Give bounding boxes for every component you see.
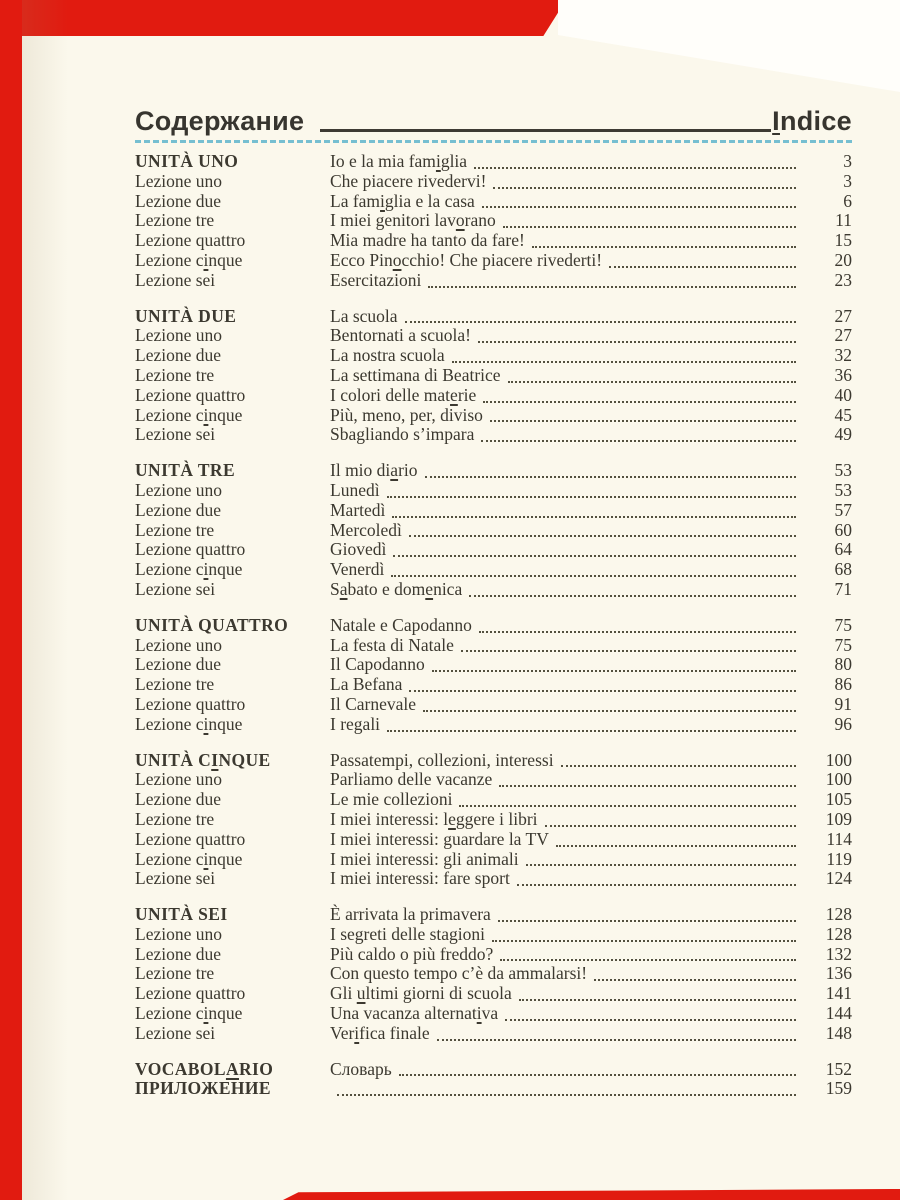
toc-row xyxy=(135,386,852,406)
lesson-label: Lezione cinque xyxy=(135,1003,243,1024)
lesson-label: Lezione quattro xyxy=(135,983,246,1004)
page-number: 80 xyxy=(834,654,852,675)
entry-title: Il Capodanno xyxy=(330,654,425,675)
page-number: 53 xyxy=(834,460,852,481)
lesson-label: Lezione tre xyxy=(135,519,215,540)
page-number: 114 xyxy=(826,828,852,849)
lesson-label: Lezione sei xyxy=(135,424,216,445)
toc-row xyxy=(135,655,852,675)
page-number: 86 xyxy=(834,674,852,695)
entry-title: Che piacere rivedervi! xyxy=(330,170,487,191)
page-number: 3 xyxy=(843,170,852,191)
book-cover-edge-left xyxy=(0,0,22,1200)
page-number: 105 xyxy=(825,789,852,810)
dot-leader xyxy=(392,515,796,518)
lesson-label: Lezione sei xyxy=(135,269,216,290)
dot-leader xyxy=(481,439,796,442)
entry-title: Gli ultimi giorni di scuola xyxy=(330,983,512,1004)
dot-leader xyxy=(399,1073,796,1076)
lesson-label: Lezione tre xyxy=(135,963,215,984)
entry-title: Lunedì xyxy=(330,479,380,500)
toc-row xyxy=(135,984,852,1004)
toc-row xyxy=(135,770,852,790)
dot-leader xyxy=(503,225,796,228)
dot-leader xyxy=(393,554,796,557)
dot-leader xyxy=(498,919,796,922)
page-gutter-shadow xyxy=(22,0,68,1200)
entry-title: I regali xyxy=(330,713,381,734)
entry-title: Ecco Pinocchio! Che piacere rivederti! xyxy=(330,249,603,270)
page-number: 91 xyxy=(834,693,852,714)
lesson-label: Lezione uno xyxy=(135,479,222,500)
page-number: 32 xyxy=(834,345,852,366)
toc-row xyxy=(135,307,852,327)
page-number: 11 xyxy=(835,210,852,231)
lesson-label: Lezione quattro xyxy=(135,693,246,714)
toc-row xyxy=(135,751,852,771)
lesson-label: Lezione due xyxy=(135,345,221,366)
page-number: 96 xyxy=(834,713,852,734)
lesson-label: Lezione uno xyxy=(135,634,222,655)
page-number: 15 xyxy=(834,230,852,251)
toc-row xyxy=(135,945,852,965)
lesson-label: Lezione cinque xyxy=(135,848,243,869)
lesson-label: Lezione due xyxy=(135,499,221,520)
entry-title: La scuola xyxy=(330,305,398,326)
page-number: 75 xyxy=(834,634,852,655)
dot-leader xyxy=(461,649,796,652)
entry-title: Più, meno, per, diviso xyxy=(330,404,483,425)
unit-label: UNITÀ SEI xyxy=(135,904,228,925)
toc-row xyxy=(135,715,852,735)
page-number: 60 xyxy=(834,519,852,540)
dot-leader xyxy=(490,419,796,422)
toc-row xyxy=(135,172,852,192)
toc-row xyxy=(135,251,852,271)
toc-row xyxy=(135,636,852,656)
toc-row xyxy=(135,152,852,172)
dot-leader xyxy=(387,729,796,732)
dashed-divider xyxy=(135,140,852,143)
entry-title: La nostra scuola xyxy=(330,345,445,366)
toc-section xyxy=(135,751,852,890)
page-number: 132 xyxy=(825,943,852,964)
dot-leader xyxy=(409,689,796,692)
lesson-label: Lezione tre xyxy=(135,674,215,695)
dot-leader xyxy=(482,205,796,208)
dot-leader xyxy=(459,804,796,807)
toc-row xyxy=(135,1004,852,1024)
lesson-label: Lezione due xyxy=(135,654,221,675)
dot-leader xyxy=(500,958,796,961)
entry-title: Natale e Capodanno xyxy=(330,614,472,635)
dot-leader xyxy=(519,998,796,1001)
dot-leader xyxy=(478,340,796,343)
dot-leader xyxy=(405,320,796,323)
toc-row xyxy=(135,425,852,445)
entry-title: I miei interessi: leggere i libri xyxy=(330,808,538,829)
dot-leader xyxy=(609,265,796,268)
dot-leader xyxy=(493,186,796,189)
toc-row xyxy=(135,790,852,810)
dot-leader xyxy=(499,784,796,787)
toc-row xyxy=(135,616,852,636)
scan-highlight xyxy=(558,0,900,92)
entry-title: La Befana xyxy=(330,674,403,695)
toc-row xyxy=(135,905,852,925)
dot-leader xyxy=(492,939,796,942)
page-number: 100 xyxy=(825,749,852,770)
dot-leader xyxy=(561,764,796,767)
lesson-label: Lezione uno xyxy=(135,769,222,790)
page-number: 109 xyxy=(825,808,852,829)
contents-title-italian: Indice xyxy=(772,106,852,136)
toc-list xyxy=(135,152,852,1099)
lesson-label: Lezione due xyxy=(135,943,221,964)
dot-leader xyxy=(337,1093,796,1096)
dot-leader xyxy=(391,574,796,577)
toc-row xyxy=(135,560,852,580)
page-number: 40 xyxy=(834,384,852,405)
entry-title: I miei genitori lavorano xyxy=(330,210,496,231)
entry-title: Con questo tempo c’è da ammalarsi! xyxy=(330,963,588,984)
page-number: 20 xyxy=(834,249,852,270)
lesson-label: Lezione sei xyxy=(135,868,216,889)
entry-title: Parliamo delle vacanze xyxy=(330,769,493,790)
entry-title: Passatempi, collezioni, interessi xyxy=(330,749,554,770)
entry-title: La famiglia e la casa xyxy=(330,190,475,211)
entry-title: Sbagliando s’impara xyxy=(330,424,475,445)
entry-title: Giovedì xyxy=(330,539,387,560)
toc-row xyxy=(135,1024,852,1044)
toc-row xyxy=(135,1079,852,1099)
page-number: 144 xyxy=(825,1003,852,1024)
page-number: 124 xyxy=(825,868,852,889)
entry-title: Словарь xyxy=(330,1058,392,1079)
toc-row xyxy=(135,964,852,984)
toc-row xyxy=(135,346,852,366)
toc-row xyxy=(135,406,852,426)
toc-row xyxy=(135,521,852,541)
contents-title-russian: Содержание xyxy=(135,106,305,136)
entry-title: Mia madre ha tanto da fare! xyxy=(330,230,525,251)
unit-label: UNITÀ TRE xyxy=(135,460,236,481)
page-number: 27 xyxy=(834,305,852,326)
page-number: 159 xyxy=(825,1078,852,1099)
toc-section xyxy=(135,152,852,291)
entry-title: È arrivata la primavera xyxy=(330,904,491,925)
entry-title: Più caldo o più freddo? xyxy=(330,943,494,964)
toc-row xyxy=(135,580,852,600)
entry-title: Bentornati a scuola! xyxy=(330,325,471,346)
page-number: 128 xyxy=(825,923,852,944)
toc-row xyxy=(135,925,852,945)
dot-leader xyxy=(594,978,796,981)
lesson-label: Lezione tre xyxy=(135,364,215,385)
toc-section xyxy=(135,616,852,735)
dot-leader xyxy=(532,245,796,248)
lesson-label: Lezione due xyxy=(135,789,221,810)
toc-content xyxy=(135,103,852,1099)
dot-leader xyxy=(505,1018,796,1021)
dot-leader xyxy=(469,594,796,597)
toc-section xyxy=(135,461,852,600)
lesson-label: Lezione due xyxy=(135,190,221,211)
entry-title: Sabato e domenica xyxy=(330,578,463,599)
entry-title: Mercoledì xyxy=(330,519,402,540)
unit-label: UNITÀ QUATTRO xyxy=(135,614,289,635)
lesson-label: Lezione quattro xyxy=(135,539,246,560)
dot-leader xyxy=(545,824,796,827)
toc-section xyxy=(135,1060,852,1100)
page-number: 136 xyxy=(825,963,852,984)
book-cover-edge-top xyxy=(0,0,566,36)
lesson-label: Lezione quattro xyxy=(135,384,246,405)
unit-label: ПРИЛОЖЕНИЕ xyxy=(135,1078,272,1099)
lesson-label: Lezione uno xyxy=(135,923,222,944)
dot-leader xyxy=(428,285,796,288)
toc-header xyxy=(135,103,852,136)
entry-title: I miei interessi: gli animali xyxy=(330,848,519,869)
toc-row xyxy=(135,231,852,251)
unit-label: UNITÀ UNO xyxy=(135,151,239,171)
dot-leader xyxy=(432,669,796,672)
header-rule xyxy=(320,129,771,132)
lesson-label: Lezione uno xyxy=(135,170,222,191)
dot-leader xyxy=(508,380,796,383)
toc-row xyxy=(135,192,852,212)
page-number: 100 xyxy=(825,769,852,790)
dot-leader xyxy=(483,400,796,403)
page-number: 68 xyxy=(834,559,852,580)
page-number: 119 xyxy=(826,848,852,869)
lesson-label: Lezione tre xyxy=(135,210,215,231)
entry-title: Venerdì xyxy=(330,559,385,580)
dot-leader xyxy=(423,709,796,712)
toc-row xyxy=(135,1060,852,1080)
toc-row xyxy=(135,366,852,386)
page-number: 71 xyxy=(834,578,852,599)
dot-leader xyxy=(479,630,796,633)
toc-section xyxy=(135,905,852,1044)
dot-leader xyxy=(526,863,796,866)
page-number: 3 xyxy=(843,151,852,171)
unit-label: UNITÀ DUE xyxy=(135,305,237,326)
page-number: 36 xyxy=(834,364,852,385)
entry-title: I segreti delle stagioni xyxy=(330,923,486,944)
toc-row xyxy=(135,830,852,850)
toc-row xyxy=(135,540,852,560)
entry-title: I miei interessi: fare sport xyxy=(330,868,510,889)
toc-row xyxy=(135,461,852,481)
page-number: 64 xyxy=(834,539,852,560)
lesson-label: Lezione tre xyxy=(135,808,215,829)
dot-leader xyxy=(387,495,796,498)
dot-leader xyxy=(474,166,796,169)
page-number: 53 xyxy=(834,479,852,500)
toc-row xyxy=(135,271,852,291)
page-number: 45 xyxy=(834,404,852,425)
entry-title: Il Carnevale xyxy=(330,693,416,714)
page-number: 128 xyxy=(825,904,852,925)
dot-leader xyxy=(425,475,796,478)
lesson-label: Lezione cinque xyxy=(135,404,243,425)
toc-row xyxy=(135,869,852,889)
entry-title: Verifica finale xyxy=(330,1022,430,1043)
entry-title: I miei interessi: guardare la TV xyxy=(330,828,549,849)
entry-title: Io e la mia famiglia xyxy=(330,151,468,171)
dot-leader xyxy=(556,844,796,847)
dot-leader xyxy=(437,1038,796,1041)
lesson-label: Lezione uno xyxy=(135,325,222,346)
lesson-label: Lezione sei xyxy=(135,578,216,599)
entry-title: La settimana di Beatrice xyxy=(330,364,501,385)
entry-title: Martedì xyxy=(330,499,386,520)
page-number: 152 xyxy=(825,1058,852,1079)
lesson-label: Lezione cinque xyxy=(135,713,243,734)
book-cover-edge-bottom xyxy=(283,1189,900,1200)
toc-row xyxy=(135,326,852,346)
entry-title: Le mie collezioni xyxy=(330,789,453,810)
toc-row xyxy=(135,211,852,231)
page-number: 6 xyxy=(843,190,852,211)
lesson-label: Lezione cinque xyxy=(135,559,243,580)
page-number: 49 xyxy=(834,424,852,445)
dot-leader xyxy=(517,883,796,886)
page-number: 75 xyxy=(834,614,852,635)
toc-section xyxy=(135,307,852,446)
entry-title: Una vacanza alternativa xyxy=(330,1003,499,1024)
toc-row xyxy=(135,695,852,715)
entry-title: La festa di Natale xyxy=(330,634,454,655)
page-number: 148 xyxy=(825,1022,852,1043)
page-number: 23 xyxy=(834,269,852,290)
toc-row xyxy=(135,481,852,501)
unit-label: VOCABOLARIO xyxy=(135,1058,274,1079)
toc-row xyxy=(135,810,852,830)
page-number: 27 xyxy=(834,325,852,346)
toc-row xyxy=(135,501,852,521)
toc-row xyxy=(135,850,852,870)
dot-leader xyxy=(409,534,796,537)
page-number: 141 xyxy=(825,983,852,1004)
entry-title: I colori delle materie xyxy=(330,384,477,405)
toc-row xyxy=(135,675,852,695)
page-number: 57 xyxy=(834,499,852,520)
dot-leader xyxy=(452,360,796,363)
lesson-label: Lezione quattro xyxy=(135,828,246,849)
unit-label: UNITÀ CINQUE xyxy=(135,749,271,770)
entry-title: Il mio diario xyxy=(330,460,418,481)
lesson-label: Lezione sei xyxy=(135,1022,216,1043)
entry-title: Esercitazioni xyxy=(330,269,422,290)
lesson-label: Lezione quattro xyxy=(135,230,246,251)
lesson-label: Lezione cinque xyxy=(135,249,243,270)
